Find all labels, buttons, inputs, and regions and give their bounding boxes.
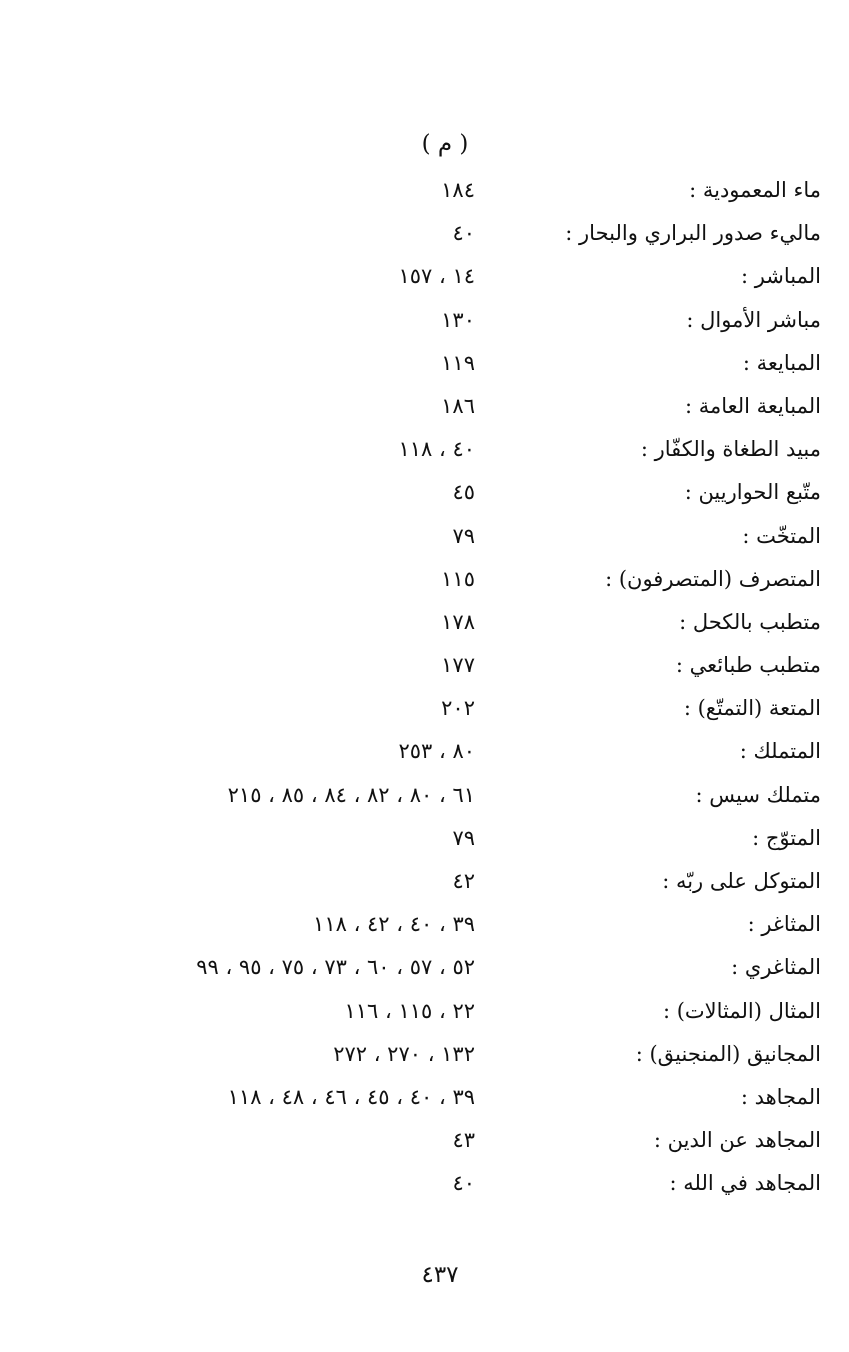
index-term: متطبب بالكحل : — [679, 609, 821, 634]
index-term: ماليء صدور البراري والبحار : — [565, 221, 821, 246]
index-page-refs: ١٨٦ — [441, 393, 475, 418]
index-entry — [0, 1169, 849, 1212]
page-number: ٤٣٧ — [421, 1262, 459, 1288]
index-term: متملك سيس : — [695, 782, 821, 807]
index-entry — [0, 651, 849, 694]
index-term: المبايعة العامة : — [684, 393, 821, 418]
index-entry — [0, 953, 849, 996]
index-page-refs: ٢٢ ، ١١٥ ، ١١٦ — [344, 998, 475, 1023]
index-entry — [0, 176, 849, 219]
index-term: المثال (المثالات) : — [662, 998, 821, 1023]
index-page-refs: ٢٠٢ — [441, 696, 475, 721]
index-entry — [0, 522, 849, 565]
index-page-refs: ٣٩ ، ٤٠ ، ٤٥ ، ٤٦ ، ٤٨ ، ١١٨ — [227, 1084, 475, 1109]
index-page-refs: ٤٠ — [452, 221, 475, 246]
index-term: المتملك : — [739, 739, 821, 764]
index-page-refs: ١٨٤ — [441, 178, 475, 202]
index-entries-list — [0, 176, 849, 1213]
index-page-refs: ٤٥ — [452, 480, 475, 505]
index-entry — [0, 1126, 849, 1169]
index-term: المتصرف (المتصرفون) : — [605, 566, 821, 591]
index-term: مبيد الطغاة والكفّار : — [640, 437, 821, 462]
index-term: المتخّت : — [742, 523, 821, 548]
index-page-refs: ١٣٢ ، ٢٧٠ ، ٢٧٢ — [333, 1041, 475, 1066]
index-page-refs: ٤٠ ، ١١٨ — [398, 437, 475, 462]
index-entry — [0, 737, 849, 780]
index-entry — [0, 565, 849, 608]
index-page-refs: ١٣٠ — [441, 307, 475, 332]
index-page-refs: ١٧٨ — [441, 609, 475, 634]
index-term: مباشر الأموال : — [686, 307, 821, 332]
index-term: المجاهد : — [740, 1084, 821, 1109]
index-page-refs: ٤٣ — [452, 1128, 475, 1153]
index-term: متطبب طبائعي : — [675, 653, 821, 678]
index-term: المتوّج : — [752, 825, 821, 850]
index-entry — [0, 1083, 849, 1126]
index-page-refs: ٤٢ — [452, 869, 475, 893]
index-entry — [0, 781, 849, 824]
index-entry — [0, 349, 849, 392]
index-entry — [0, 262, 849, 305]
index-page-refs: ١١٩ — [441, 350, 475, 375]
index-entry — [0, 997, 849, 1040]
index-page-refs: ١٤ ، ١٥٧ — [398, 264, 475, 289]
index-term: المبايعة : — [742, 350, 821, 375]
index-term: المجاهد في الله : — [669, 1171, 821, 1196]
index-page-refs: ٨٠ ، ٢٥٣ — [398, 739, 475, 764]
index-term: المباشر : — [740, 264, 821, 289]
index-entry — [0, 306, 849, 349]
section-header: ( م ) — [421, 131, 469, 157]
index-page-refs: ٧٩ — [452, 523, 475, 548]
index-entry — [0, 219, 849, 262]
index-term: المجانيق (المنجنيق) : — [635, 1041, 821, 1066]
index-entry — [0, 824, 849, 867]
index-page-refs: ٧٩ — [452, 825, 475, 850]
index-entry — [0, 478, 849, 521]
index-entry — [0, 392, 849, 435]
index-term: المثاغر : — [747, 912, 821, 937]
index-term: المتعة (التمتّع) : — [683, 696, 821, 721]
index-term: المثاغري : — [731, 955, 821, 980]
index-entry — [0, 608, 849, 651]
index-page-refs: ١٧٧ — [441, 653, 475, 678]
index-page-refs: ٤٠ — [452, 1171, 475, 1196]
index-page-refs: ٦١ ، ٨٠ ، ٨٢ ، ٨٤ ، ٨٥ ، ٢١٥ — [227, 782, 475, 807]
index-entry — [0, 910, 849, 953]
index-entry — [0, 867, 849, 910]
index-term: المتوكل على ربّه : — [662, 869, 821, 893]
index-page-refs: ٣٩ ، ٤٠ ، ٤٢ ، ١١٨ — [313, 912, 475, 937]
index-entry — [0, 435, 849, 478]
index-entry — [0, 694, 849, 737]
index-page-refs: ٥٢ ، ٥٧ ، ٦٠ ، ٧٣ ، ٧٥ ، ٩٥ ، ٩٩ — [196, 955, 475, 980]
index-term: متّبع الحواريين : — [684, 480, 821, 505]
index-page-refs: ١١٥ — [441, 566, 475, 591]
index-term: المجاهد عن الدين : — [653, 1128, 821, 1153]
index-term: ماء المعمودية : — [689, 178, 821, 202]
index-entry — [0, 1040, 849, 1083]
